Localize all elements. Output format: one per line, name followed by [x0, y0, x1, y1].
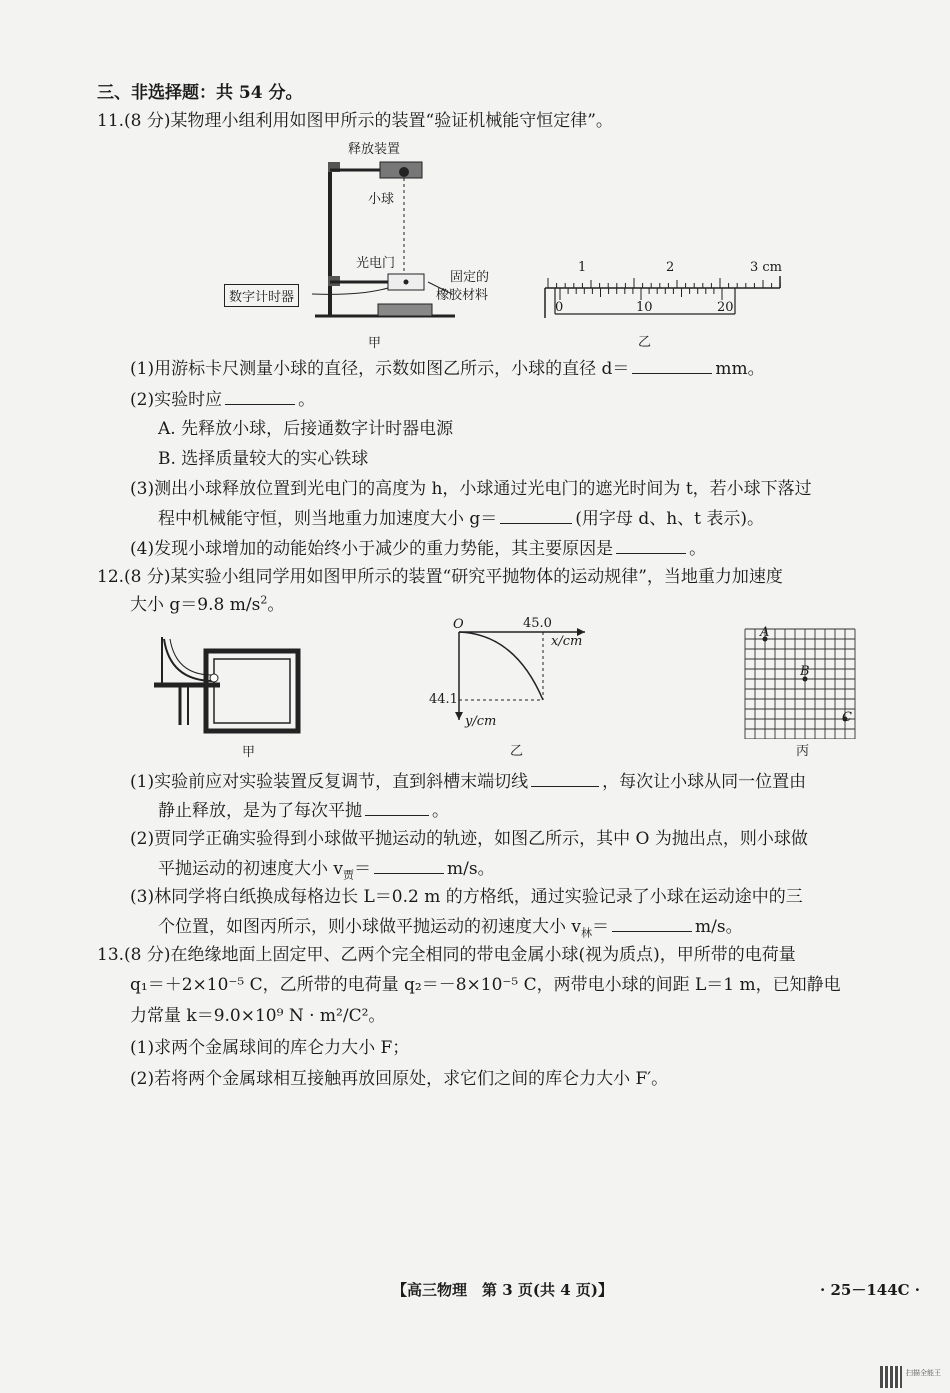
q12-stem-line1: 12.(8 分)某实验小组同学用如图甲所示的装置“研究平抛物体的运动规律”，当地重力加速度: [97, 567, 783, 587]
caption-12-bing: 丙: [796, 744, 810, 759]
q11-figure-jia: [220, 136, 520, 351]
q13-stem-line1: 13.(8 分)在绝缘地面上固定甲、乙两个完全相同的带电金属小球(视为质点)，甲所带的电荷量: [97, 945, 796, 965]
q12-figure-yi: [425, 616, 605, 760]
q11-option-a: A. 先释放小球，后接通数字计时器电源: [158, 419, 454, 439]
q11-answer-3[interactable]: [500, 505, 572, 524]
scanner-watermark: 扫描全能王: [906, 1369, 941, 1377]
q13-stem-line2: q₁＝＋2×10⁻⁵ C，乙所带的电荷量 q₂＝－8×10⁻⁵ C，两带电小球的间距 L＝1 m，已知静电: [130, 975, 841, 995]
q11-answer-4[interactable]: [616, 535, 686, 554]
caption-12-yi: 乙: [510, 744, 524, 759]
q11-part1: (1)用游标卡尺测量小球的直径，示数如图乙所示，小球的直径 d＝ mm。: [130, 355, 765, 382]
main-tick-1: 1: [578, 260, 587, 275]
q11-apparatus-drawing: [220, 136, 520, 351]
q13-stem-line3: 力常量 k＝9.0×10⁹ N · m²/C²。: [130, 1006, 386, 1026]
label-release: 释放装置: [348, 142, 401, 157]
rubber-pad: [378, 304, 432, 316]
q12-part1-line1: (1)实验前应对实验装置反复调节，直到斜槽末端切线 ，每次让小球从同一位置由: [130, 768, 806, 795]
main-tick-2: 2: [666, 260, 675, 275]
timer-cable: [312, 288, 388, 294]
q12-answer-2[interactable]: [374, 855, 444, 874]
q12-part1-line2: 静止释放，是为了每次平抛 。: [158, 797, 449, 824]
origin-label: O: [453, 617, 464, 632]
q11-part4: (4)发现小球增加的动能始终小于减少的重力势能，其主要原因是 。: [130, 535, 706, 562]
q12-figure-bing: [740, 624, 865, 764]
q12-part3-line2: 个位置，如图丙所示，则小球做平抛运动的初速度大小 $v_林= m/s$。: [158, 913, 743, 940]
caption-12-jia: 甲: [242, 745, 256, 760]
q12-answer-1a[interactable]: [531, 768, 599, 787]
label-ball: 小球: [368, 192, 395, 207]
q12-answer-3[interactable]: [612, 913, 692, 932]
y-axis-label: y/cm: [465, 714, 497, 729]
q12-answer-1b[interactable]: [365, 797, 429, 816]
ball-on-trough: [210, 674, 218, 682]
point-c-label: C: [842, 710, 852, 725]
board-frame: [206, 651, 298, 731]
caption-yi: 乙: [638, 335, 652, 350]
main-tick-3: 3 cm: [750, 260, 783, 275]
vernier-tick-10: 10: [636, 300, 653, 315]
q12-figure-jia: [150, 625, 310, 760]
x-value-label: 45.0: [523, 616, 552, 631]
q11-answer-2[interactable]: [225, 386, 295, 405]
x-axis-label: x/cm: [551, 634, 583, 649]
label-fixed1: 固定的: [450, 270, 490, 285]
q11-answer-1[interactable]: [632, 355, 712, 374]
q12-part2-line2: 平抛运动的初速度大小 $v_贾= m/s$。: [158, 855, 495, 882]
label-gate: 光电门: [356, 256, 396, 271]
q12-part2-line1: (2)贾同学正确实验得到小球做平抛运动的轨迹，如图乙所示，其中 O 为抛出点，则小球做: [130, 829, 808, 849]
q13-part1: (1)求两个金属球间的库仑力大小 F；: [130, 1038, 410, 1058]
q11-part3-line2: 程中机械能守恒，则当地重力加速度大小 g＝ (用字母 d、h、t 表示)。: [158, 505, 764, 532]
q12-part3-line1: (3)林同学将白纸换成每格边长 L＝0.2 m 的方格纸，通过实验记录了小球在运动途中的三: [130, 887, 803, 907]
qr-code-icon: [880, 1366, 902, 1388]
ball-shape: [399, 167, 409, 177]
y-value-label: 44.1: [429, 692, 458, 707]
caption-jia: 甲: [368, 336, 382, 351]
q13-part2: (2)若将两个金属球相互接触再放回原处，求它们之间的库仑力大小 F′。: [130, 1069, 669, 1089]
vernier-tick-0: 0: [555, 300, 564, 315]
trough-board-drawing: [150, 625, 310, 740]
section-heading: 三、非选择题：共 54 分。: [97, 83, 303, 103]
q11-figure-yi: [540, 258, 790, 350]
q11-option-b: B. 选择质量较大的实心铁球: [158, 449, 369, 469]
vernier-tick-20: 20: [717, 300, 734, 315]
q11-stem: 11.(8 分)某物理小组利用如图甲所示的装置“验证机械能守恒定律”。: [97, 111, 613, 131]
point-b-label: B: [800, 664, 810, 679]
footer-page-info: 【高三物理 第 3 页(共 4 页)】: [392, 1281, 613, 1299]
label-timer: 数字计时器: [224, 284, 299, 307]
q12-stem-line2: 大小 g＝9.8 $m/s^2$。: [130, 593, 285, 615]
q11-part2: (2)实验时应 。: [130, 386, 315, 413]
trajectory-curve: [459, 632, 543, 700]
footer-code: · 25－144C ·: [820, 1281, 921, 1299]
point-a-label: A: [760, 625, 770, 640]
q11-part3-line1: (3)测出小球释放位置到光电门的高度为 h，小球通过光电门的遮光时间为 t，若小球下落过: [130, 479, 812, 499]
label-fixed2: 橡胶材料: [436, 288, 489, 303]
